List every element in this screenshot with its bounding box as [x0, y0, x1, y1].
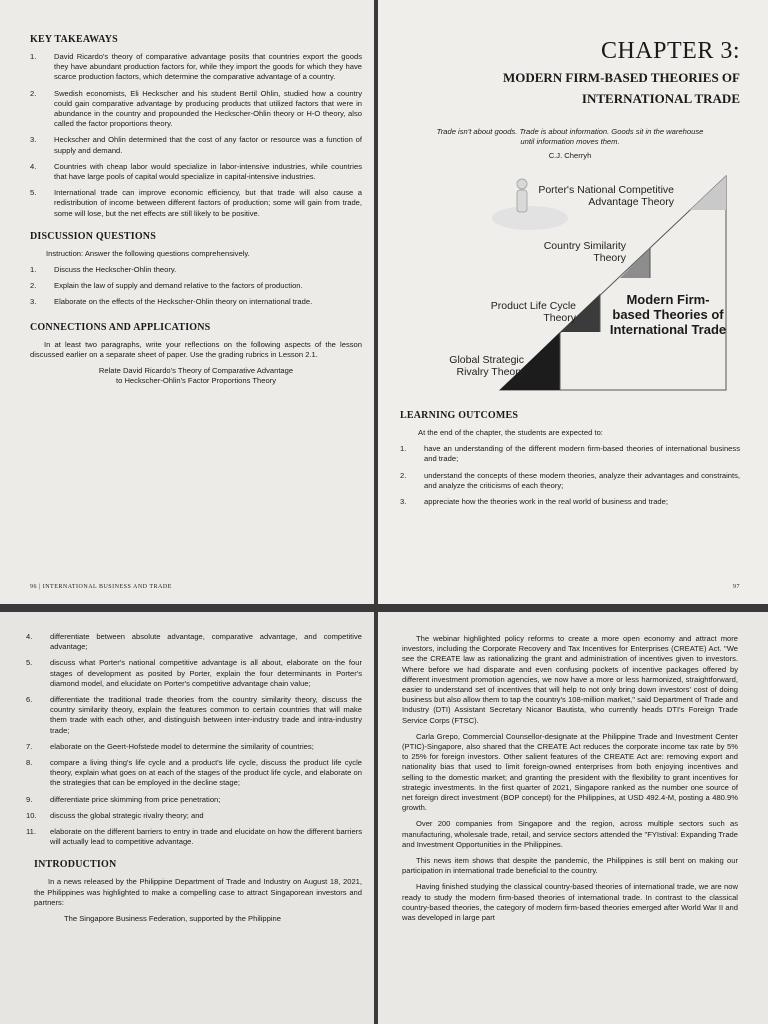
list-item: [26, 811, 362, 821]
list-item: [30, 89, 362, 130]
item-number: 5.: [26, 658, 33, 668]
label-country-similarity: Country Similarity Theory: [543, 240, 626, 264]
theories-staircase-diagram: [400, 168, 740, 398]
page-bottom-right: [378, 612, 768, 1024]
introduction-paragraph: In a news released by the Philippine Department of Trade and Industry on August 18, 2021, the Philippines was highlighted to make a compelling case to attract Singaporean investors and partners:: [34, 877, 362, 907]
key-takeaways-heading: KEY TAKEAWAYS: [30, 34, 118, 45]
item-number: 8.: [26, 758, 33, 768]
epigraph-quote: Trade isn't about goods. Trade is about information. Goods sit in the warehouse until information moves them.: [436, 127, 704, 146]
chapter-title-block: [400, 38, 740, 107]
list-item: [400, 471, 740, 491]
list-item: [26, 632, 362, 652]
key-takeaways-list: [30, 52, 362, 219]
item-number: 6.: [26, 695, 33, 705]
cut-off-line: The Singapore Business Federation, supported by the Philippine: [64, 914, 281, 924]
item-number: 7.: [26, 741, 33, 751]
discussion-heading: DISCUSSION QUESTIONS: [30, 230, 156, 242]
learning-outcomes-continued: [26, 632, 362, 847]
item-text: discuss the global strategic rivalry theory; and: [50, 810, 204, 820]
discussion-instruction: Instruction: Answer the following questions comprehensively.: [46, 248, 250, 258]
list-item: [30, 52, 362, 83]
label-global-strategic-rivalry: Global Strategic Rivalry Theory: [449, 354, 524, 378]
item-number: 11.: [26, 827, 36, 837]
list-item: [26, 827, 362, 847]
item-text: discuss what Porter's national competitive advantage is all about, elaborate on the four stages of development as posited by Porter, explain the four determinants in Porter's diamond model, and elucidate on Porter's competitive advantage chain value;: [50, 658, 362, 688]
introduction-heading: INTRODUCTION: [34, 859, 117, 871]
item-text: differentiate between absolute advantage, comparative advantage, and competitive advantage;: [50, 632, 362, 652]
chapter-title-line-1: MODERN FIRM-BASED THEORIES OF: [502, 70, 740, 85]
item-text: Discuss the Heckscher-Ohlin theory.: [54, 265, 177, 275]
item-number: 4.: [26, 632, 33, 641]
item-number: 3.: [30, 135, 37, 145]
item-number: 2.: [400, 470, 407, 480]
news-paragraph-2: Carla Grepo, Commercial Counsellor-designate at the Philippine Trade and Investment Center (PTIC)-Singapore, also shared that the CREATE Act reduces the corporate income tax rate by 5% to 25% for foreign investors. Other salient features of the CREATE Act are: removing export and nationality bias that used to limit foreign-owned enterprises from both enjoying incentives and selling to the domestic market; and granting the president with the flexibility to grant incentives for strategic investments. In the first quarter of 2021, Singapore ranked as the number one source of net foreign direct investment (BOP concept) for the Philippines, at USD 492.4-M, posting a 480.9% growth.: [402, 731, 738, 813]
connections-line-1: Relate David Ricardo's Theory of Comparative Advantage: [98, 366, 294, 376]
item-number: 1.: [30, 265, 37, 275]
news-paragraph-4: This news item shows that despite the pandemic, the Philippines is still bent on making our participation in international trade beneficial to the country.: [402, 856, 738, 876]
item-text: elaborate on the different barriers to entry in trade and elucidate on how the different barriers will actually lead to competitive advantage.: [50, 827, 362, 847]
list-item: [30, 162, 362, 182]
discussion-list: [30, 265, 362, 308]
item-text: David Ricardo's theory of comparative advantage posits that countries export the goods they have abundant production factors for, while they import the goods for which they have scarce production factors, which determine the comparative advantage of a country.: [54, 52, 362, 82]
item-text: appreciate how the theories work in the real world of business and trade;: [424, 497, 668, 507]
item-text: Elaborate on the effects of the Heckscher-Ohlin theory on international trade.: [54, 297, 313, 307]
platform-shadow: [492, 206, 568, 230]
item-text: International trade can improve economic efficiency, but that trade will also cause a redistribution of income between different factors of production; some will gain from trade, some will lose, but the net effects are still likely to be positive.: [54, 188, 362, 218]
label-porter: Porter's National Competitive Advantage Theory: [538, 184, 674, 208]
item-text: have an understanding of the different modern firm-based theories of international business and trade;: [424, 444, 740, 464]
list-item: [30, 297, 362, 307]
news-paragraph-5: Having finished studying the classical country-based theories of international trade, we are now ready to study the modern firm-based theories of international trade. In contrast to the classical country-based theories, the category of modern firm-based theories emerged after World War II and was developed in large part: [402, 882, 738, 923]
epigraph-author: C.J. Cherryh: [548, 151, 592, 160]
chapter-title-line-2: INTERNATIONAL TRADE: [581, 91, 740, 106]
item-text: understand the concepts of these modern theories, analyze their advantages and constraints, and analyze the criticisms of each theory;: [424, 470, 740, 490]
list-item: [26, 795, 362, 805]
label-product-life-cycle: Product Life Cycle Theory: [490, 300, 576, 324]
item-text: Countries with cheap labor would specialize in labor-intensive industries, while countries that have large pools of capital would specialize in capital-intensive industries.: [54, 161, 362, 182]
item-text: Heckscher and Ohlin determined that the cost of any factor or resource was a function of supply and demand.: [54, 135, 362, 155]
list-item: [30, 135, 362, 155]
connections-line-2: to Heckscher-Ohlin's Factor Proportions Theory: [116, 376, 276, 386]
page-97: [378, 0, 768, 604]
item-number: 2.: [30, 88, 37, 98]
list-item: [30, 281, 362, 291]
list-item: [26, 758, 362, 789]
page-number: 97: [733, 584, 740, 590]
news-paragraph-1: The webinar highlighted policy reforms to create a more open economy and attract more investors, including the Corporate Recovery and Tax Incentives for Enterprises (CREATE) Act. "We see the CREATE law as rationalizing the grant and administration of incentives given to investors. Where before we had disparate and even confusing pockets of incentive packages offered by different investment promotion agencies, we now have a more or less harmonized, straightforward, easier to understand set of incentives that will help to not only bring down investors' cost of doing business but also allow them to tap the country's 108-million market," said Department of Trade and Industry (DTI) Assistant Secretary Nicanor Bautista, who currently heads DTI's Foreign Trade Service Corps (FTSC).: [402, 634, 738, 725]
item-number: 1.: [30, 52, 37, 61]
chapter-number: CHAPTER 3:: [600, 38, 740, 64]
list-item: [26, 658, 362, 689]
page-footer: 96 | INTERNATIONAL BUSINESS AND TRADE: [30, 584, 172, 590]
list-item: [30, 265, 362, 275]
item-number: 3.: [30, 297, 37, 307]
item-number: 5.: [30, 188, 37, 198]
item-number: 1.: [400, 444, 407, 454]
page-96: [0, 0, 374, 604]
item-text: elaborate on the Geert-Hofstede model to determine the similarity of countries;: [50, 741, 314, 751]
page-bottom-left: [0, 612, 374, 1024]
list-item: [400, 444, 740, 464]
learning-outcomes-list: [400, 444, 740, 507]
learning-outcomes-heading: LEARNING OUTCOMES: [400, 410, 519, 421]
list-item: [400, 497, 740, 507]
item-number: 2.: [30, 281, 37, 291]
connections-paragraph: In at least two paragraphs, write your reflections on the following aspects of the lesson discussed earlier on a separate sheet of paper. Use the grading rubrics in Lesson 2.1.: [30, 339, 362, 359]
diagram-center-title: Modern Firm-based Theories of International Trade: [609, 292, 727, 337]
item-number: 4.: [30, 161, 37, 171]
news-paragraph-3: Over 200 companies from Singapore and the region, across multiple sectors such as manufacturing, wholesale trade, retail, and service sectors attended the "FYIstival: Expanding Trade and Investment Opportunities in the Philippines.: [402, 819, 738, 849]
item-text: differentiate price skimming from price penetration;: [50, 794, 221, 804]
connections-heading: CONNECTIONS AND APPLICATIONS: [30, 321, 211, 333]
item-number: 3.: [400, 497, 407, 507]
item-text: Swedish economists, Eli Heckscher and his student Bertil Ohlin, studied how a country could gain comparative advantage by producing products that utilized factors that were in abundance in the country and propounded the Heckscher-Ohlin theory or H-O theory, also called the factor proportions theory.: [54, 88, 362, 129]
item-number: 9.: [26, 794, 33, 804]
item-text: differentiate the traditional trade theories from the country similarity theory, discuss the country similarity theory, explain the features common to certain countries that will make them trade with each other, and distinguish between inter-industry trade and intra-industry trade;: [50, 695, 362, 735]
item-text: Explain the law of supply and demand relative to the factors of production.: [54, 281, 303, 291]
learning-intro: At the end of the chapter, the students are expected to:: [418, 428, 603, 437]
list-item: [26, 742, 362, 752]
item-number: 10.: [26, 810, 37, 820]
list-item: [26, 695, 362, 736]
list-item: [30, 188, 362, 219]
item-text: compare a living thing's life cycle and a product's life cycle, discuss the product life cycle theory, explain what goes on at each of the stages of the product life cycle, and elaborate on the strategies that can be employed in the decline stage;: [50, 758, 362, 788]
